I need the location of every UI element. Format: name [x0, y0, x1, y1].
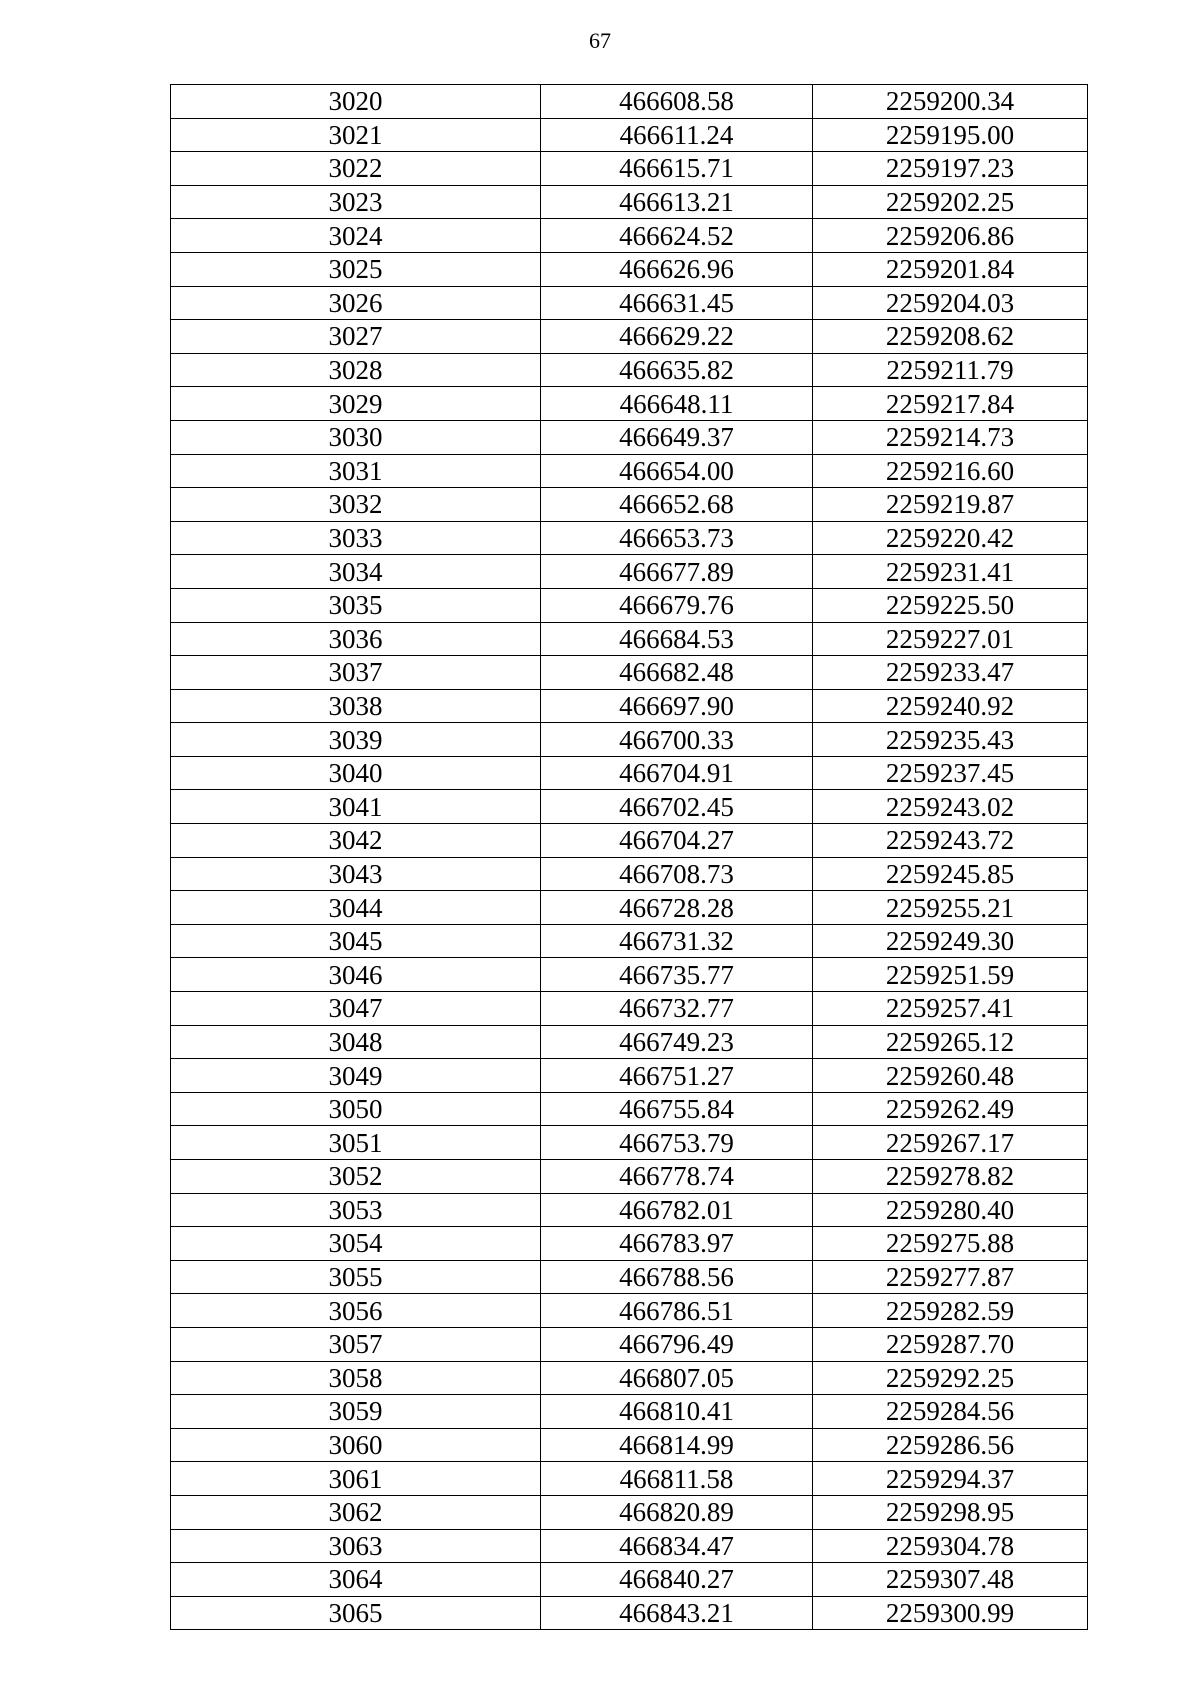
y-coordinate-cell: 2259235.43	[813, 723, 1088, 757]
y-coordinate-cell: 2259204.03	[813, 286, 1088, 320]
table-row	[171, 824, 1088, 858]
point-number-cell: 3056	[171, 1294, 541, 1328]
table-row	[171, 85, 1088, 119]
point-number-cell: 3061	[171, 1462, 541, 1496]
table-row	[171, 1361, 1088, 1395]
y-coordinate-cell: 2259206.86	[813, 219, 1088, 253]
x-coordinate-cell: 466697.90	[541, 689, 813, 723]
point-number-cell: 3042	[171, 824, 541, 858]
point-number-cell: 3052	[171, 1160, 541, 1194]
y-coordinate-cell: 2259284.56	[813, 1395, 1088, 1429]
table-row	[171, 1495, 1088, 1529]
point-number-cell: 3021	[171, 118, 541, 152]
table-row	[171, 320, 1088, 354]
y-coordinate-cell: 2259217.84	[813, 387, 1088, 421]
point-number-cell: 3030	[171, 420, 541, 454]
table-row	[171, 420, 1088, 454]
point-number-cell: 3046	[171, 958, 541, 992]
x-coordinate-cell: 466708.73	[541, 857, 813, 891]
x-coordinate-cell: 466843.21	[541, 1596, 813, 1630]
x-coordinate-cell: 466732.77	[541, 992, 813, 1026]
y-coordinate-cell: 2259292.25	[813, 1361, 1088, 1395]
table-row	[171, 185, 1088, 219]
x-coordinate-cell: 466811.58	[541, 1462, 813, 1496]
table-row	[171, 689, 1088, 723]
x-coordinate-cell: 466755.84	[541, 1092, 813, 1126]
y-coordinate-cell: 2259216.60	[813, 454, 1088, 488]
x-coordinate-cell: 466615.71	[541, 152, 813, 186]
x-coordinate-cell: 466751.27	[541, 1059, 813, 1093]
point-number-cell: 3062	[171, 1495, 541, 1529]
table-row	[171, 1025, 1088, 1059]
x-coordinate-cell: 466788.56	[541, 1260, 813, 1294]
y-coordinate-cell: 2259202.25	[813, 185, 1088, 219]
y-coordinate-cell: 2259214.73	[813, 420, 1088, 454]
y-coordinate-cell: 2259300.99	[813, 1596, 1088, 1630]
x-coordinate-cell: 466679.76	[541, 588, 813, 622]
table-row	[171, 723, 1088, 757]
table-row	[171, 1294, 1088, 1328]
point-number-cell: 3037	[171, 656, 541, 690]
table-row	[171, 756, 1088, 790]
point-number-cell: 3032	[171, 488, 541, 522]
x-coordinate-cell: 466810.41	[541, 1395, 813, 1429]
y-coordinate-cell: 2259201.84	[813, 252, 1088, 286]
point-number-cell: 3059	[171, 1395, 541, 1429]
table-row	[171, 1462, 1088, 1496]
table-row	[171, 1428, 1088, 1462]
x-coordinate-cell: 466649.37	[541, 420, 813, 454]
y-coordinate-cell: 2259286.56	[813, 1428, 1088, 1462]
point-number-cell: 3047	[171, 992, 541, 1026]
point-number-cell: 3054	[171, 1227, 541, 1261]
table-row	[171, 488, 1088, 522]
point-number-cell: 3025	[171, 252, 541, 286]
x-coordinate-cell: 466749.23	[541, 1025, 813, 1059]
y-coordinate-cell: 2259208.62	[813, 320, 1088, 354]
x-coordinate-cell: 466704.91	[541, 756, 813, 790]
y-coordinate-cell: 2259220.42	[813, 521, 1088, 555]
point-number-cell: 3034	[171, 555, 541, 589]
table-row	[171, 1260, 1088, 1294]
coordinate-table-body	[171, 85, 1088, 1630]
x-coordinate-cell: 466700.33	[541, 723, 813, 757]
x-coordinate-cell: 466613.21	[541, 185, 813, 219]
y-coordinate-cell: 2259257.41	[813, 992, 1088, 1026]
x-coordinate-cell: 466684.53	[541, 622, 813, 656]
point-number-cell: 3048	[171, 1025, 541, 1059]
x-coordinate-cell: 466682.48	[541, 656, 813, 690]
table-row	[171, 1327, 1088, 1361]
point-number-cell: 3041	[171, 790, 541, 824]
x-coordinate-cell: 466820.89	[541, 1495, 813, 1529]
y-coordinate-cell: 2259275.88	[813, 1227, 1088, 1261]
x-coordinate-cell: 466783.97	[541, 1227, 813, 1261]
table-row	[171, 555, 1088, 589]
y-coordinate-cell: 2259231.41	[813, 555, 1088, 589]
y-coordinate-cell: 2259243.02	[813, 790, 1088, 824]
table-row	[171, 958, 1088, 992]
x-coordinate-cell: 466653.73	[541, 521, 813, 555]
x-coordinate-cell: 466728.28	[541, 891, 813, 925]
point-number-cell: 3043	[171, 857, 541, 891]
point-number-cell: 3023	[171, 185, 541, 219]
y-coordinate-cell: 2259307.48	[813, 1563, 1088, 1597]
point-number-cell: 3035	[171, 588, 541, 622]
y-coordinate-cell: 2259237.45	[813, 756, 1088, 790]
y-coordinate-cell: 2259211.79	[813, 353, 1088, 387]
point-number-cell: 3049	[171, 1059, 541, 1093]
page-number: 67	[589, 28, 611, 53]
point-number-cell: 3024	[171, 219, 541, 253]
table-row	[171, 656, 1088, 690]
x-coordinate-cell: 466702.45	[541, 790, 813, 824]
point-number-cell: 3026	[171, 286, 541, 320]
x-coordinate-cell: 466635.82	[541, 353, 813, 387]
table-row	[171, 1092, 1088, 1126]
y-coordinate-cell: 2259200.34	[813, 85, 1088, 119]
y-coordinate-cell: 2259280.40	[813, 1193, 1088, 1227]
y-coordinate-cell: 2259298.95	[813, 1495, 1088, 1529]
point-number-cell: 3057	[171, 1327, 541, 1361]
x-coordinate-cell: 466652.68	[541, 488, 813, 522]
point-number-cell: 3029	[171, 387, 541, 421]
y-coordinate-cell: 2259278.82	[813, 1160, 1088, 1194]
table-row	[171, 286, 1088, 320]
table-row	[171, 387, 1088, 421]
y-coordinate-cell: 2259245.85	[813, 857, 1088, 891]
point-number-cell: 3038	[171, 689, 541, 723]
y-coordinate-cell: 2259197.23	[813, 152, 1088, 186]
table-row	[171, 622, 1088, 656]
x-coordinate-cell: 466735.77	[541, 958, 813, 992]
point-number-cell: 3051	[171, 1126, 541, 1160]
y-coordinate-cell: 2259277.87	[813, 1260, 1088, 1294]
y-coordinate-cell: 2259225.50	[813, 588, 1088, 622]
x-coordinate-cell: 466608.58	[541, 85, 813, 119]
table-row	[171, 891, 1088, 925]
x-coordinate-cell: 466814.99	[541, 1428, 813, 1462]
y-coordinate-cell: 2259233.47	[813, 656, 1088, 690]
table-row	[171, 252, 1088, 286]
y-coordinate-cell: 2259227.01	[813, 622, 1088, 656]
table-row	[171, 1596, 1088, 1630]
x-coordinate-cell: 466731.32	[541, 924, 813, 958]
point-number-cell: 3063	[171, 1529, 541, 1563]
point-number-cell: 3050	[171, 1092, 541, 1126]
x-coordinate-cell: 466778.74	[541, 1160, 813, 1194]
point-number-cell: 3055	[171, 1260, 541, 1294]
table-row	[171, 118, 1088, 152]
x-coordinate-cell: 466753.79	[541, 1126, 813, 1160]
table-row	[171, 790, 1088, 824]
y-coordinate-cell: 2259267.17	[813, 1126, 1088, 1160]
point-number-cell: 3031	[171, 454, 541, 488]
y-coordinate-cell: 2259287.70	[813, 1327, 1088, 1361]
table-row	[171, 521, 1088, 555]
table-row	[171, 1059, 1088, 1093]
point-number-cell: 3053	[171, 1193, 541, 1227]
y-coordinate-cell: 2259282.59	[813, 1294, 1088, 1328]
y-coordinate-cell: 2259195.00	[813, 118, 1088, 152]
point-number-cell: 3045	[171, 924, 541, 958]
table-row	[171, 1395, 1088, 1429]
table-row	[171, 1126, 1088, 1160]
y-coordinate-cell: 2259219.87	[813, 488, 1088, 522]
point-number-cell: 3065	[171, 1596, 541, 1630]
point-number-cell: 3033	[171, 521, 541, 555]
point-number-cell: 3064	[171, 1563, 541, 1597]
coordinate-table	[170, 84, 1088, 1630]
point-number-cell: 3058	[171, 1361, 541, 1395]
table-row	[171, 1193, 1088, 1227]
x-coordinate-cell: 466704.27	[541, 824, 813, 858]
table-row	[171, 924, 1088, 958]
table-row	[171, 1529, 1088, 1563]
x-coordinate-cell: 466654.00	[541, 454, 813, 488]
x-coordinate-cell: 466648.11	[541, 387, 813, 421]
x-coordinate-cell: 466834.47	[541, 1529, 813, 1563]
table-row	[171, 857, 1088, 891]
point-number-cell: 3036	[171, 622, 541, 656]
table-row	[171, 1227, 1088, 1261]
table-row	[171, 152, 1088, 186]
y-coordinate-cell: 2259249.30	[813, 924, 1088, 958]
y-coordinate-cell: 2259304.78	[813, 1529, 1088, 1563]
x-coordinate-cell: 466796.49	[541, 1327, 813, 1361]
y-coordinate-cell: 2259294.37	[813, 1462, 1088, 1496]
point-number-cell: 3027	[171, 320, 541, 354]
point-number-cell: 3044	[171, 891, 541, 925]
x-coordinate-cell: 466631.45	[541, 286, 813, 320]
table-row	[171, 1563, 1088, 1597]
y-coordinate-cell: 2259240.92	[813, 689, 1088, 723]
y-coordinate-cell: 2259262.49	[813, 1092, 1088, 1126]
x-coordinate-cell: 466629.22	[541, 320, 813, 354]
table-row	[171, 992, 1088, 1026]
x-coordinate-cell: 466782.01	[541, 1193, 813, 1227]
x-coordinate-cell: 466840.27	[541, 1563, 813, 1597]
table-row	[171, 353, 1088, 387]
point-number-cell: 3020	[171, 85, 541, 119]
x-coordinate-cell: 466626.96	[541, 252, 813, 286]
point-number-cell: 3060	[171, 1428, 541, 1462]
table-row	[171, 588, 1088, 622]
y-coordinate-cell: 2259243.72	[813, 824, 1088, 858]
x-coordinate-cell: 466786.51	[541, 1294, 813, 1328]
point-number-cell: 3022	[171, 152, 541, 186]
y-coordinate-cell: 2259255.21	[813, 891, 1088, 925]
point-number-cell: 3028	[171, 353, 541, 387]
table-row	[171, 1160, 1088, 1194]
x-coordinate-cell: 466677.89	[541, 555, 813, 589]
table-row	[171, 454, 1088, 488]
table-row	[171, 219, 1088, 253]
y-coordinate-cell: 2259251.59	[813, 958, 1088, 992]
y-coordinate-cell: 2259260.48	[813, 1059, 1088, 1093]
y-coordinate-cell: 2259265.12	[813, 1025, 1088, 1059]
point-number-cell: 3039	[171, 723, 541, 757]
x-coordinate-cell: 466807.05	[541, 1361, 813, 1395]
point-number-cell: 3040	[171, 756, 541, 790]
x-coordinate-cell: 466611.24	[541, 118, 813, 152]
x-coordinate-cell: 466624.52	[541, 219, 813, 253]
